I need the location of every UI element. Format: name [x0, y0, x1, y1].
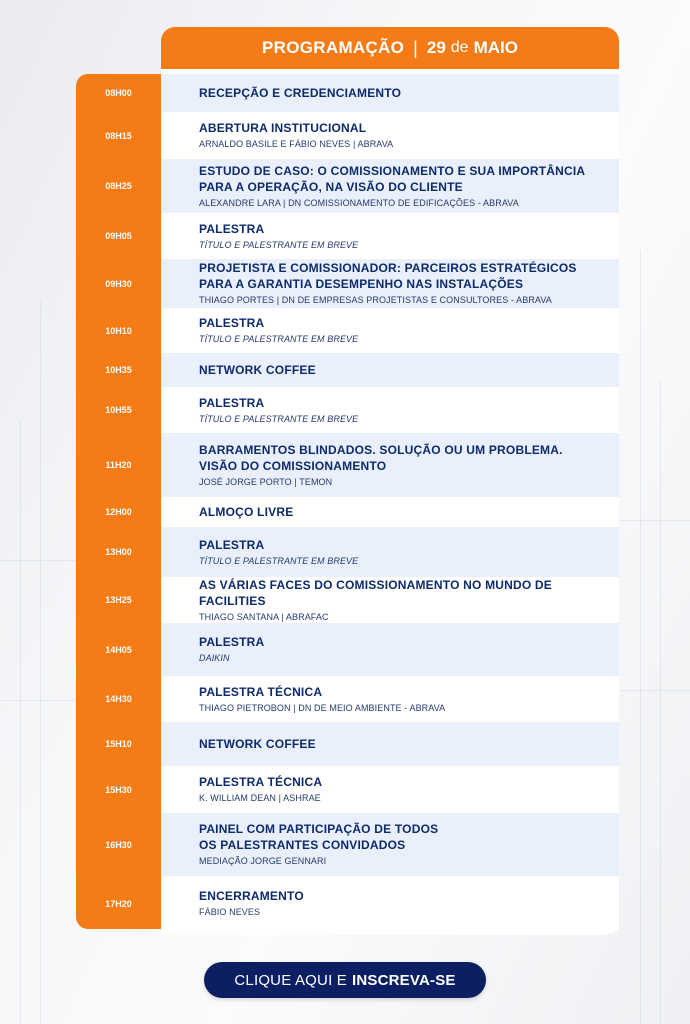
header-separator: |: [413, 37, 418, 58]
schedule-row: [161, 74, 619, 112]
session-title: NETWORK COFFEE: [199, 737, 316, 751]
session-time: 10H10: [105, 325, 132, 336]
schedule-row: [161, 676, 619, 722]
session-speaker: TÍTULO E PALESTRANTE EM BREVE: [199, 413, 359, 424]
schedule-row: [161, 527, 619, 577]
session-title-line2: VISÃO DO COMISSIONAMENTO: [199, 458, 387, 473]
session-speaker: TÍTULO E PALESTRANTE EM BREVE: [199, 555, 359, 566]
session-title: PALESTRA: [199, 395, 265, 410]
schedule-row: [161, 259, 619, 308]
session-speaker: ALEXANDRE LARA | DN COMISSIONAMENTO DE EDIFICAÇÕES - ABRAVA: [199, 197, 519, 208]
session-title: PROJETISTA E COMISSIONADOR: PARCEIROS ESTRATÉGICOS: [199, 261, 577, 275]
session-title: AS VÁRIAS FACES DO COMISSIONAMENTO NO MUNDO DE FACILITIES: [199, 577, 553, 608]
header-title: PROGRAMAÇÃO: [262, 38, 405, 57]
session-speaker: THIAGO SANTANA | ABRAFAC: [199, 611, 329, 622]
session-time: 10H55: [105, 405, 132, 415]
schedule-row: [161, 876, 619, 931]
session-title: PALESTRA: [199, 316, 265, 330]
session-title: PALESTRA TÉCNICA: [199, 775, 323, 789]
session-speaker: MEDIAÇÃO JORGE GENNARI: [199, 856, 327, 866]
session-speaker: JOSÉ JORGE PORTO | TEMON: [199, 476, 333, 487]
session-title: NETWORK COFFEE: [199, 363, 316, 377]
schedule-row: [161, 433, 619, 497]
session-speaker: DAIKIN: [199, 653, 230, 663]
schedule-header: [161, 27, 619, 69]
time-rail: [76, 74, 161, 929]
session-title-line2: PARA A GARANTIA DESEMPENHO NAS INSTALAÇÕES: [199, 277, 524, 291]
session-title: PALESTRA TÉCNICA: [199, 684, 323, 699]
schedule-row: [161, 813, 619, 876]
session-speaker: THIAGO PIETROBON | DN DE MEIO AMBIENTE - ABRAVA: [199, 702, 446, 713]
session-time: 09H30: [105, 278, 132, 289]
header-day: 29: [426, 38, 446, 57]
session-title-line2: OS PALESTRANTES CONVIDADOS: [199, 838, 406, 852]
session-title: RECEPÇÃO E CREDENCIAMENTO: [199, 86, 402, 100]
session-time: 12H00: [105, 507, 132, 517]
schedule-row: [161, 722, 619, 766]
session-title-line2: PARA A OPERAÇÃO, NA VISÃO DO CLIENTE: [199, 179, 463, 194]
session-speaker: TÍTULO E PALESTRANTE EM BREVE: [199, 334, 359, 344]
session-speaker: K. WILLIAM DEAN | ASHRAE: [199, 793, 321, 803]
session-time: 09H05: [105, 231, 132, 241]
schedule-row: [161, 308, 619, 353]
schedule-row: [161, 213, 619, 259]
session-title: ABERTURA INSTITUCIONAL: [199, 121, 367, 135]
session-speaker: THIAGO PORTES | DN DE EMPRESAS PROJETISTAS E CONSULTORES - ABRAVA: [199, 295, 552, 305]
schedule-row: [161, 159, 619, 213]
session-title: ESTUDO DE CASO: O COMISSIONAMENTO E SUA IMPORTÂNCIA: [199, 163, 586, 178]
session-time: 13H25: [105, 595, 132, 605]
schedule-row: [161, 112, 619, 159]
session-title: PALESTRA: [199, 221, 265, 236]
header-connector: de: [450, 39, 469, 56]
session-time: 14H30: [105, 694, 132, 704]
session-time: 08H00: [105, 88, 132, 98]
session-speaker: ARNALDO BASILE E FÁBIO NEVES | ABRAVA: [199, 139, 394, 149]
session-time: 13H00: [105, 547, 132, 557]
session-time: 14H05: [105, 644, 132, 655]
register-button-bold: INSCREVA-SE: [352, 971, 456, 989]
session-time: 08H25: [105, 181, 132, 191]
session-time: 17H20: [105, 898, 132, 909]
schedule-row: [161, 387, 619, 433]
session-title: ENCERRAMENTO: [199, 889, 304, 903]
schedule-row: [161, 766, 619, 813]
session-time: 08H15: [105, 130, 132, 141]
session-title: BARRAMENTOS BLINDADOS. SOLUÇÃO OU UM PROBLEMA.: [199, 442, 563, 457]
header-month: MAIO: [473, 38, 518, 57]
session-time: 15H10: [105, 739, 132, 749]
schedule-row: [161, 497, 619, 527]
session-time: 10H35: [105, 365, 132, 375]
schedule-row: [161, 623, 619, 676]
session-speaker: TÍTULO E PALESTRANTE EM BREVE: [199, 239, 359, 250]
schedule-row: [161, 577, 619, 623]
register-button-prefix: CLIQUE AQUI E: [234, 971, 348, 989]
session-time: 16H30: [105, 839, 132, 850]
session-time: 11H20: [105, 460, 132, 470]
session-time: 15H30: [105, 784, 132, 795]
session-speaker: FÁBIO NEVES: [199, 907, 261, 917]
session-title: PALESTRA: [199, 635, 265, 649]
register-button[interactable]: [204, 962, 486, 998]
session-title: PAINEL COM PARTICIPAÇÃO DE TODOS: [199, 822, 439, 836]
schedule-row: [161, 353, 619, 387]
session-title: ALMOÇO LIVRE: [199, 505, 294, 519]
session-title: PALESTRA: [199, 537, 265, 552]
